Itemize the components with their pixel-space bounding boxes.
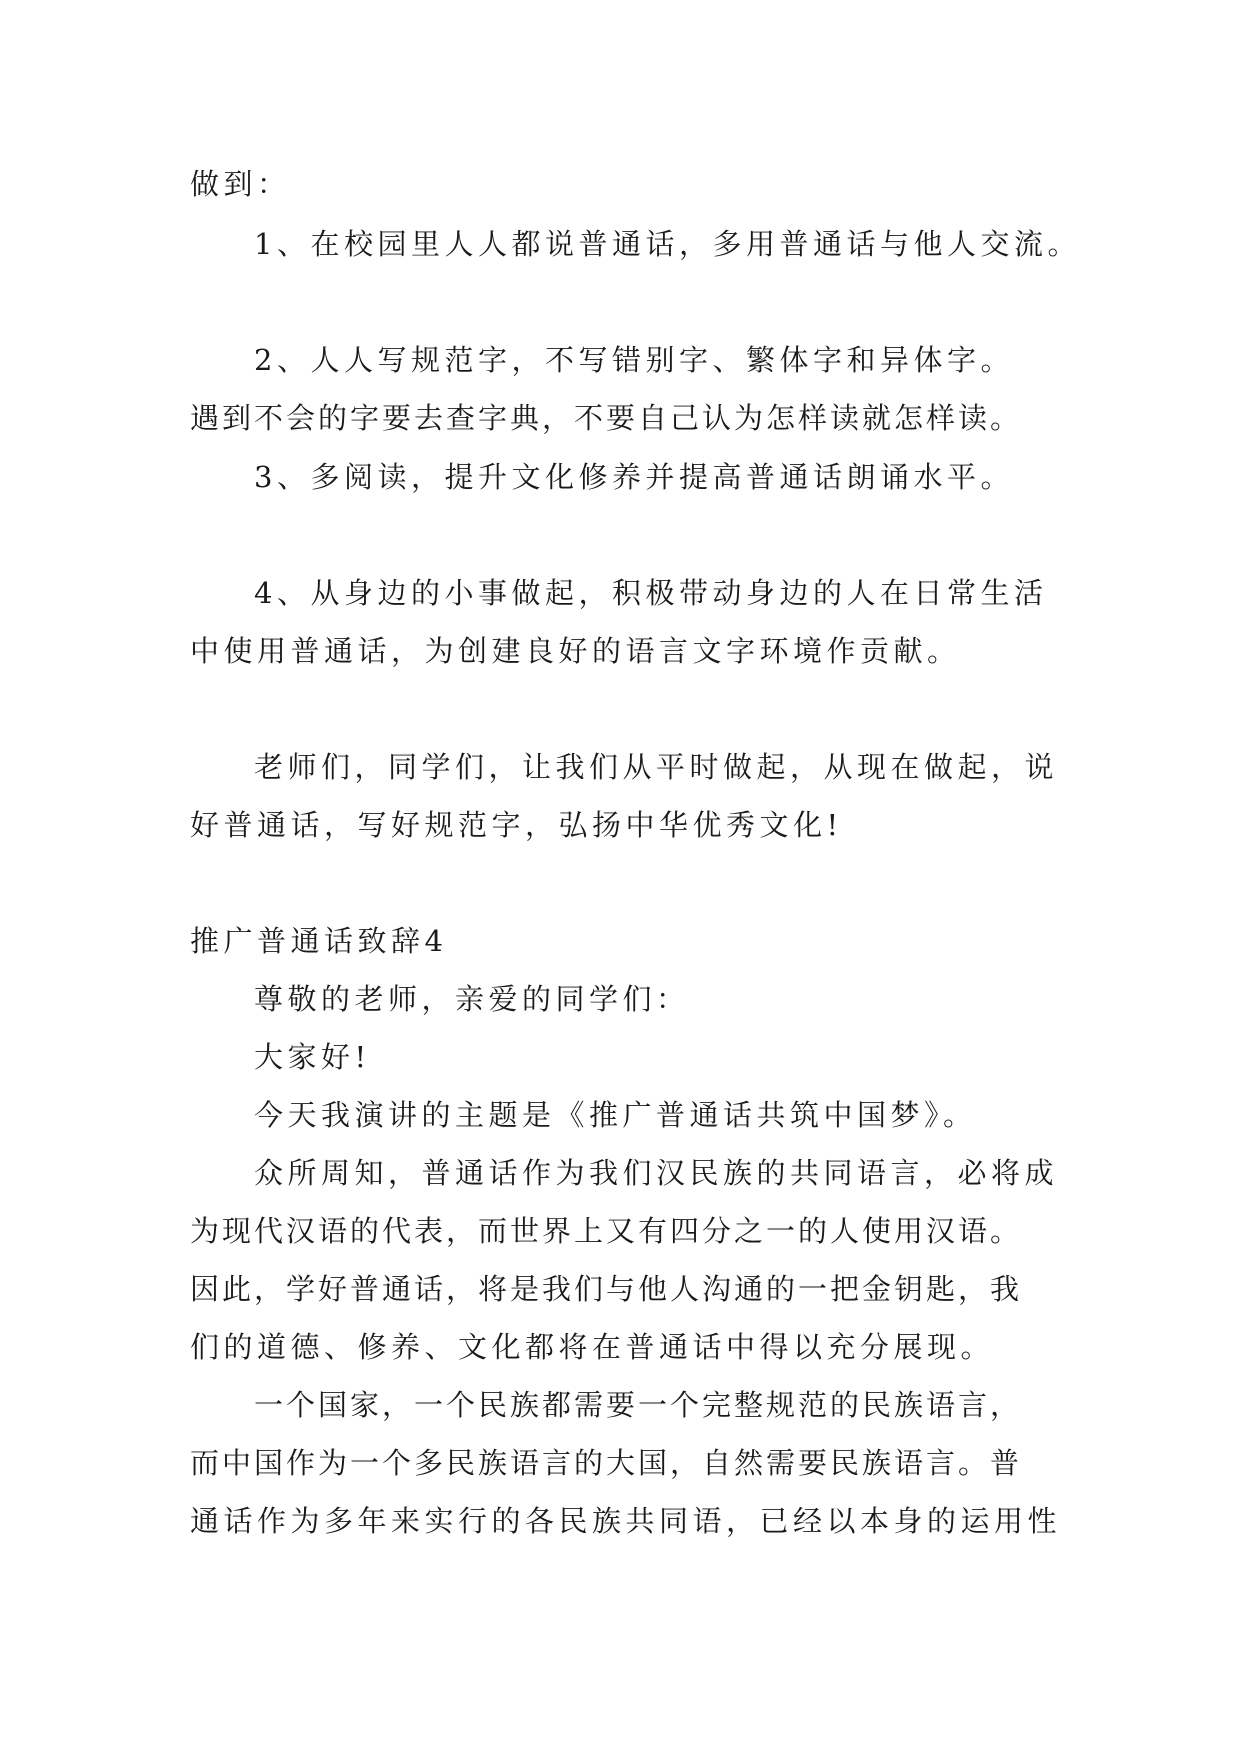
text-line: 因此，学好普通话，将是我们与他人沟通的一把金钥匙，我 xyxy=(190,1272,1023,1306)
paragraph: 一个国家，一个民族都需要一个完整规范的民族语言， xyxy=(254,1388,1023,1422)
list-item-4: 4、从身边的小事做起，积极带动身边的人在日常生活 xyxy=(254,576,1048,610)
salutation: 尊敬的老师，亲爱的同学们： xyxy=(254,982,690,1016)
paragraph: 众所周知，普通话作为我们汉民族的共同语言，必将成 xyxy=(254,1156,1059,1190)
paragraph: 今天我演讲的主题是《推广普通话共筑中国梦》。 xyxy=(254,1098,977,1132)
text-line: 中使用普通话，为创建良好的语言文字环境作贡献。 xyxy=(190,634,961,668)
list-item-2: 2、人人写规范字，不写错别字、繁体字和异体字。 xyxy=(254,343,1014,377)
greeting: 大家好! xyxy=(254,1040,371,1074)
text-line: 们的道德、修养、文化都将在普通话中得以充分展现。 xyxy=(190,1330,995,1364)
section-heading: 推广普通话致辞4 xyxy=(190,924,448,958)
text-line: 为现代汉语的代表，而世界上又有四分之一的人使用汉语。 xyxy=(190,1214,1023,1248)
text-line: 好普通话，写好规范字，弘扬中华优秀文化! xyxy=(190,808,843,842)
paragraph: 老师们，同学们，让我们从平时做起，从现在做起，说 xyxy=(254,750,1059,784)
text-line: 通话作为多年来实行的各民族共同语，已经以本身的运用性 xyxy=(190,1504,1062,1538)
text-line: 做到： xyxy=(190,167,291,201)
text-line: 而中国作为一个多民族语言的大国，自然需要民族语言。普 xyxy=(190,1446,1023,1480)
text-line: 遇到不会的字要去查字典，不要自己认为怎样读就怎样读。 xyxy=(190,401,1023,435)
list-item-3: 3、多阅读，提升文化修养并提高普通话朗诵水平。 xyxy=(254,460,1014,494)
list-item-1: 1、在校园里人人都说普通话，多用普通话与他人交流。 xyxy=(254,227,1081,261)
